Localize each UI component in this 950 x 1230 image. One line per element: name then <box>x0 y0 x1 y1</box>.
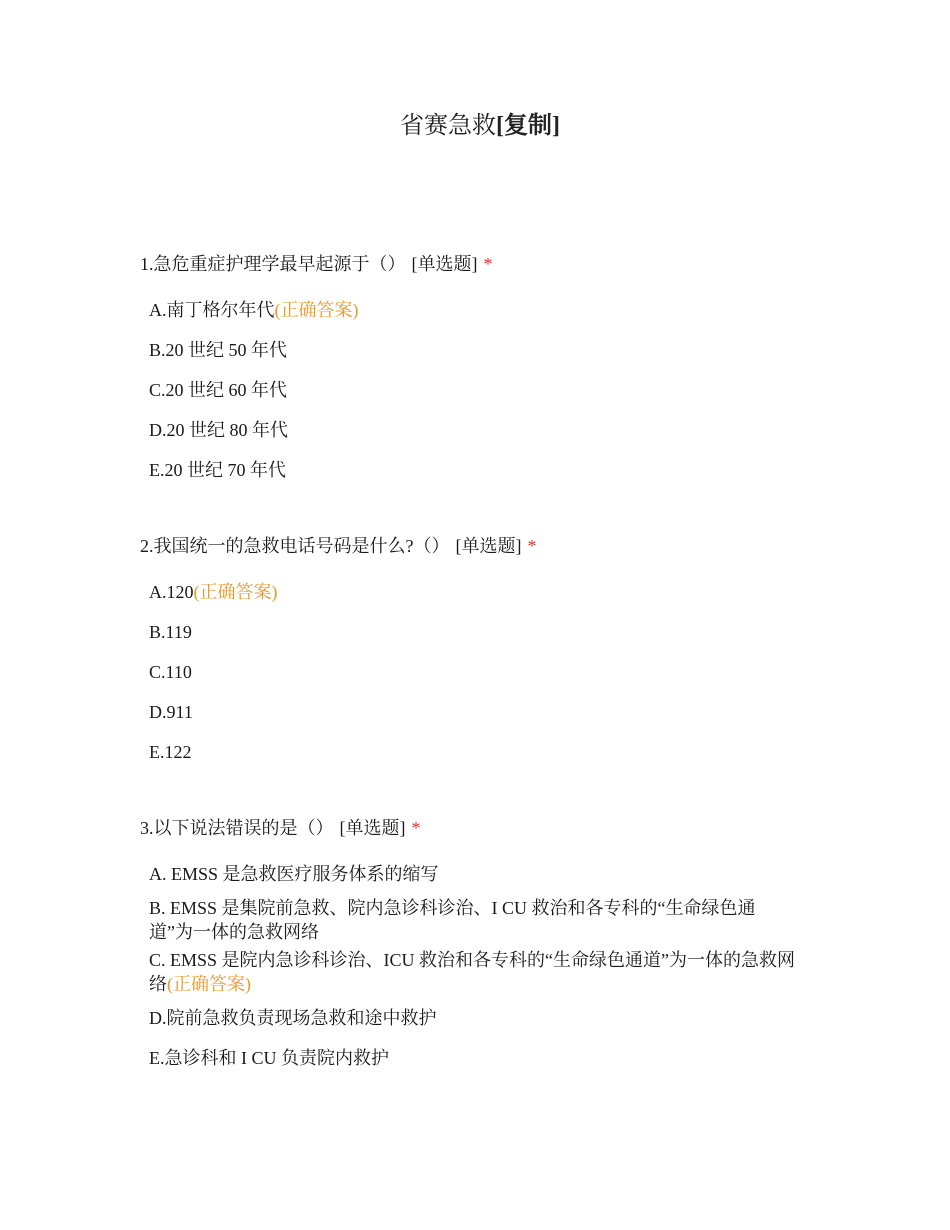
option-text: A. EMSS 是急救医疗服务体系的缩写 <box>149 864 439 884</box>
question-type-label: [单选题] <box>455 536 522 556</box>
question-text: 2.我国统一的急救电话号码是什么?（） <box>140 536 450 556</box>
required-mark: * <box>527 536 537 556</box>
option-c <box>149 378 809 402</box>
required-mark: * <box>411 818 421 838</box>
question-type-label: [单选题] <box>411 254 478 274</box>
title-suffix: [复制] <box>496 113 560 139</box>
option-d <box>149 418 809 442</box>
correct-answer-label: (正确答案) <box>193 582 278 602</box>
option-a <box>149 862 809 886</box>
option-text: D.院前急救负责现场急救和途中救护 <box>149 1008 437 1028</box>
question-2 <box>140 534 820 780</box>
option-text: A.120 <box>149 582 194 602</box>
option-list <box>149 580 820 764</box>
option-c <box>149 948 809 996</box>
question-stem <box>140 252 820 276</box>
option-text: C.110 <box>149 662 192 682</box>
option-b <box>149 620 809 644</box>
option-text: E.急诊科和 I CU 负责院内救护 <box>149 1048 389 1068</box>
correct-answer-label: (正确答案) <box>274 300 359 320</box>
option-text: D.20 世纪 80 年代 <box>149 420 288 440</box>
option-text: B. EMSS 是集院前急救、院内急诊科诊治、I CU 救治和各专科的“生命绿色通道”为一体的急救网络 <box>149 898 756 942</box>
required-mark: * <box>483 254 493 274</box>
option-text: A.南丁格尔年代 <box>149 300 275 320</box>
option-c <box>149 660 809 684</box>
question-text: 3.以下说法错误的是（） <box>140 818 334 838</box>
option-text: E.20 世纪 70 年代 <box>149 460 286 480</box>
question-1 <box>140 252 820 498</box>
option-b <box>149 896 789 944</box>
option-text: C.20 世纪 60 年代 <box>149 380 288 400</box>
option-b <box>149 338 809 362</box>
question-stem <box>140 534 820 558</box>
option-e <box>149 1046 809 1070</box>
option-text: C. EMSS 是院内急诊科诊治、ICU 救治和各专科的“生命绿色通道”为一体的急救网络 <box>149 950 796 994</box>
title-text: 省赛急救 <box>400 113 496 139</box>
option-text: E.122 <box>149 742 192 762</box>
option-text: D.911 <box>149 702 193 722</box>
option-d <box>149 700 809 724</box>
correct-answer-label: (正确答案) <box>167 974 251 994</box>
option-text: B.20 世纪 50 年代 <box>149 340 288 360</box>
question-text: 1.急危重症护理学最早起源于（） <box>140 254 406 274</box>
question-type-label: [单选题] <box>339 818 406 838</box>
option-a <box>149 580 809 604</box>
option-e <box>149 458 809 482</box>
option-e <box>149 740 809 764</box>
option-list <box>149 298 820 482</box>
question-3 <box>140 816 820 1086</box>
option-text: B.119 <box>149 622 192 642</box>
option-a <box>149 298 809 322</box>
option-list <box>149 862 820 1070</box>
option-d <box>149 1006 809 1030</box>
page-title <box>0 110 950 142</box>
question-stem <box>140 816 820 840</box>
